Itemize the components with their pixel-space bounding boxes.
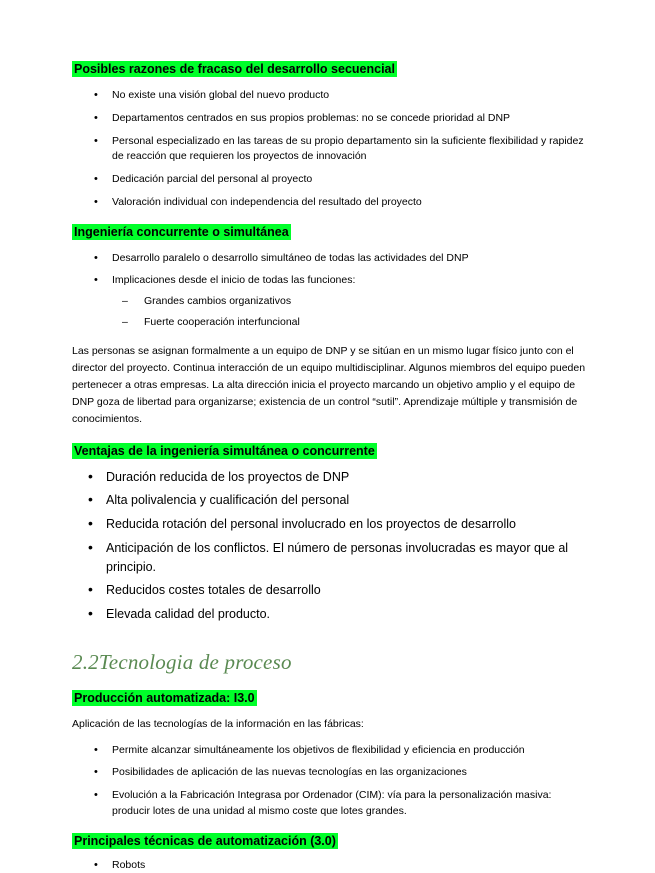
list-item: • No existe una visión global del nuevo producto <box>72 88 587 104</box>
section-heading-wrapper <box>72 689 587 707</box>
section-heading-posibles-razones: Posibles razones de fracaso del desarrollo secuencial <box>74 62 395 76</box>
list-item: • Desarrollo paralelo o desarrollo simultáneo de todas las actividades del DNP <box>72 251 587 267</box>
list-item: • Anticipación de los conflictos. El número de personas involucradas es mayor que al principio. <box>72 539 587 577</box>
list-item: • Evolución a la Fabricación Integrasa por Ordenador (CIM): vía para la personalización masiva: producir lotes de una unidad al mismo coste que lotes grandes. <box>72 788 587 820</box>
bullet-list-ventajas <box>72 468 587 624</box>
bullet-list-ingenieria-concurrente <box>72 251 587 331</box>
section-heading-wrapper <box>72 223 587 241</box>
list-item: • Dedicación parcial del personal al proyecto <box>72 172 587 188</box>
bullet-list-produccion-automatizada <box>72 743 587 820</box>
list-item: • Personal especializado en las tareas de su propio departamento sin la suficiente flexibilidad y rapidez de reacción que requieren los proyectos de innovación <box>72 134 587 166</box>
section-heading-ingenieria-concurrente: Ingeniería concurrente o simultánea <box>74 224 289 239</box>
list-item: • Elevada calidad del producto. <box>72 605 587 624</box>
list-item: • Valoración individual con independencia del resultado del proyecto <box>72 195 587 211</box>
paragraph-ingenieria-concurrente: Las personas se asignan formalmente a un equipo de DNP y se sitúan en un mismo lugar físico junto con el director del proyecto. Continua interacción de un equipo multidisciplinar. Algunos miembros del equipo pueden pertenecer a otras empresas. La alta dirección inicia el proyecto marcando un objetivo amplio y el equipo de DNP goza de libertad para organizarse; existencia de un control “sutil”. Aprendizaje múltiple y transmisión de conocimientos. <box>72 344 586 425</box>
sub-list-item: – Grandes cambios organizativos <box>112 294 587 310</box>
list-item: • Departamentos centrados en sus propios problemas: no se concede prioridad al DNP <box>72 111 587 127</box>
list-item: • Alta polivalencia y cualificación del personal <box>72 491 587 510</box>
section-heading-produccion-automatizada: Producción automatizada: I3.0 <box>74 690 255 705</box>
list-item: • Permite alcanzar simultáneamente los objetivos de flexibilidad y eficiencia en producción <box>72 743 587 759</box>
bullet-list-posibles-razones <box>72 88 587 211</box>
list-item: • Reducidos costes totales de desarrollo <box>72 581 587 600</box>
list-item: • Reducida rotación del personal involucrado en los proyectos de desarrollo <box>72 515 587 534</box>
section-heading-ventajas: Ventajas de la ingeniería simultánea o concurrente <box>74 443 375 458</box>
sub-list-item: – Fuerte cooperación interfuncional <box>112 315 587 331</box>
list-item: • Duración reducida de los proyectos de DNP <box>72 468 587 487</box>
intro-produccion-automatizada: Aplicación de las tecnologías de la información en las fábricas: <box>72 717 364 730</box>
bullet-list-principales-tecnicas <box>72 858 587 873</box>
chapter-title: 2.2Tecnologia de proceso <box>72 649 292 674</box>
section-heading-wrapper <box>72 442 587 460</box>
sub-bullet-list <box>112 294 587 331</box>
list-item: • Robots <box>72 858 587 873</box>
section-heading-wrapper <box>72 832 587 850</box>
list-item-label: Implicaciones desde el inicio de todas las funciones: <box>112 274 356 287</box>
section-heading-principales-tecnicas: Principales técnicas de automatización (3.0) <box>74 833 336 848</box>
list-item <box>72 273 587 330</box>
list-item: • Posibilidades de aplicación de las nuevas tecnologías en las organizaciones <box>72 765 587 781</box>
section-heading-wrapper <box>72 60 587 78</box>
